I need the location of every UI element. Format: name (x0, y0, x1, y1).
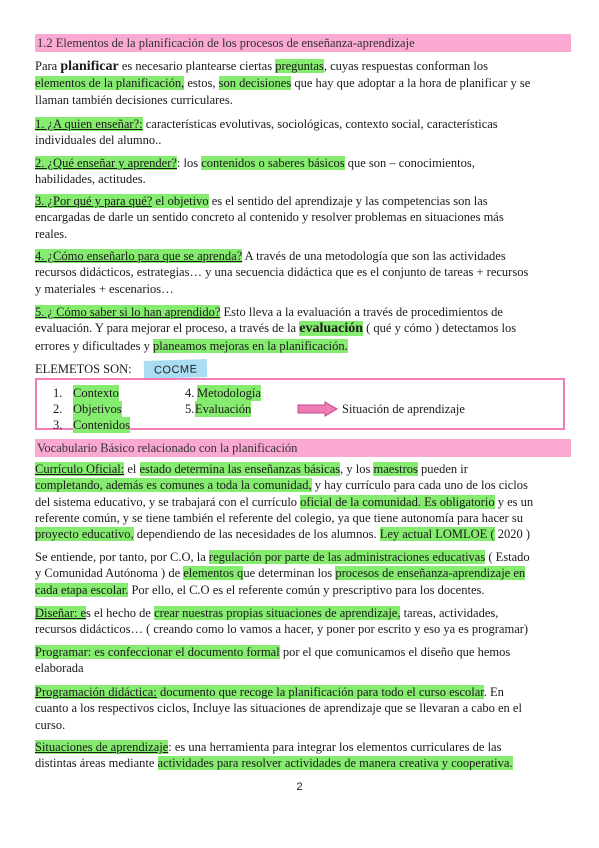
list-number: 4. (185, 386, 195, 400)
text: curso. (35, 717, 66, 732)
element-contexto: Contexto (73, 386, 119, 400)
text: Se entiende, por tanto, por C.O, la (35, 550, 209, 564)
disenar-paragraph (35, 605, 567, 638)
text: 1. ¿A quien enseñar?: (35, 117, 143, 131)
text: proyecto educativo, (35, 527, 134, 542)
text: es necesario plantearse ciertas (118, 59, 276, 73)
page-number: 2 (296, 781, 303, 793)
text: s el hecho de (86, 606, 155, 620)
text: el objetivo (152, 194, 209, 208)
text: Para (35, 59, 61, 73)
elements-box (35, 378, 565, 430)
text: oficial de la comunidad. Es obligatorio (300, 494, 495, 509)
intro-paragraph (35, 58, 567, 108)
text: pueden ir (417, 462, 468, 476)
text: encargadas de darle un sentido concreto al contenido y resolver problemas en situaciones más (35, 210, 504, 225)
text: Situaciones de aprendizaje (35, 740, 169, 754)
text: evaluación. Y para mejorar el proceso, a través de la (35, 321, 300, 336)
programacion-paragraph (35, 684, 567, 733)
text: , cuyas respuestas conforman los (323, 59, 489, 73)
text: cada etapa escolar. (35, 582, 129, 597)
text: : los (176, 156, 202, 170)
text: y materiales + escenarios… (35, 281, 174, 296)
question-3 (35, 193, 567, 242)
text: que hay que adoptar a la hora de planificar y se (291, 76, 531, 91)
question-4 (35, 248, 567, 297)
text: son decisiones (218, 76, 292, 91)
text: 2020 ) (494, 527, 531, 542)
text: procesos de enseñanza-aprendizaje en (335, 566, 526, 581)
text: elementos q (183, 566, 244, 581)
text: recursos didácticos, estrategias… y una secuencia didáctica que es el conjunto de tareas + recursos (35, 265, 529, 280)
text: tareas, actividades, (400, 606, 499, 620)
text: por el que comunicamos el diseño que hemos (279, 645, 511, 659)
element-metodologia: Metodología (197, 386, 261, 400)
text: 4. ¿Cómo enseñarlo para que se aprenda? (35, 249, 243, 263)
text: y Comunidad Autónoma ) de (35, 566, 184, 581)
text: el (124, 462, 140, 476)
text: planificar (60, 59, 119, 74)
text: : es una herramienta para integrar los elementos curriculares de las (168, 740, 502, 754)
arrow-right-icon (297, 401, 339, 417)
text: recursos didácticos… ( creando como lo vamos a hacer, y poner por escrito y eso ya es programar) (35, 622, 529, 637)
text: A través de una metodología que son las actividades (242, 249, 506, 263)
list-number: 3. (53, 418, 63, 432)
text: Diseñar: e (35, 606, 87, 620)
text: Programación didáctica: (35, 685, 157, 699)
section-header: Vocabulario Básico relacionado con la planificación (35, 439, 571, 457)
text: elaborada (35, 661, 84, 676)
text: llaman también decisiones curriculares. (35, 92, 233, 107)
text: es el sentido del aprendizaje y las competencias son las (208, 194, 488, 208)
text: del sistema educativo, y se trabajará con el currículo (35, 494, 301, 509)
text: elementos de la planificación, (35, 76, 185, 91)
text: , y los (340, 462, 374, 476)
text: y es un (494, 494, 534, 509)
text: habilidades, actitudes. (35, 172, 146, 187)
text: 2. ¿Qué enseñar y aprender? (35, 156, 177, 170)
text: individuales del alumno.. (35, 133, 162, 148)
text: ue determinan los (243, 566, 336, 581)
element-contenidos: Contenidos (73, 418, 130, 432)
text: dependiendo de las necesidades de los alumnos. (133, 527, 380, 542)
text: características evolutivas, sociológicas, contexto social, características (142, 117, 498, 131)
text: Ley actual LOMLOE ( (379, 527, 495, 542)
question-2 (35, 155, 567, 188)
text: Programar: es confeccionar el documento formal (35, 645, 280, 659)
text: Por ello, el C.O es el referente común y prescriptivo para los docentes. (128, 582, 485, 597)
text: 5. ¿ Cómo saber si lo han aprendido? (35, 305, 221, 319)
text: contenidos o saberes básicos (201, 156, 345, 170)
text: ( Estado (485, 550, 530, 564)
text: ( qué y cómo ) detectamos los (363, 321, 517, 336)
section-header: 1.2 Elementos de la planificación de los procesos de enseñanza-aprendizaje (35, 34, 571, 52)
text: cuanto a los respectivos ciclos, Incluye las situaciones de aprendizaje que se llevaran a cabo en el (35, 701, 522, 716)
cocme-sticker: COCME (143, 359, 207, 379)
text: regulación por parte de las administraciones educativas (208, 550, 486, 564)
text: referente común, y se tiene también el referente del colegio, ya que tiene autonomía para hacer su (35, 510, 523, 525)
text: reales. (35, 226, 68, 241)
elements-label-row (35, 360, 567, 378)
text: maestros (373, 462, 418, 476)
text: 3. ¿Por qué y para qué? (35, 194, 153, 208)
list-number: 2. (53, 402, 63, 416)
text: que son – conocimientos, (344, 156, 475, 170)
text: Esto lleva a la evaluación a través de procedimientos de (220, 305, 503, 319)
text: Currículo Oficial: (35, 462, 125, 476)
situacion-aprendizaje-label: Situación de aprendizaje (342, 402, 465, 416)
text: errores y dificultades y (35, 338, 154, 353)
question-1 (35, 116, 567, 149)
programar-paragraph (35, 644, 567, 677)
text: estado determina las enseñanzas básicas (139, 462, 341, 476)
text: evaluación (299, 321, 364, 337)
curriculo-paragraph (35, 461, 567, 542)
text: . En (483, 685, 504, 699)
text: planeamos mejoras en la planificación. (153, 338, 348, 353)
text: y hay currículo para cada uno de los ciclos (311, 478, 528, 493)
situaciones-paragraph (35, 739, 567, 772)
text: distintas áreas mediante (35, 756, 158, 771)
co-paragraph (35, 549, 567, 598)
text: estos, (184, 76, 219, 91)
text: documento que recoge la planificación para todo el curso escolar (156, 685, 484, 699)
element-evaluacion: Evaluación (195, 402, 252, 416)
text: actividades para resolver actividades de manera creativa y cooperativa. (157, 756, 513, 771)
list-number: 5. (185, 402, 195, 416)
text: preguntas (275, 59, 324, 73)
element-objetivos: Objetivos (73, 402, 122, 416)
text: crear nuestras propias situaciones de aprendizaje, (154, 606, 401, 620)
elements-label: ELEMETOS SON: (35, 362, 132, 376)
list-number: 1. (53, 386, 63, 400)
text: completando, además es comunes a toda la comunidad, (35, 478, 312, 493)
question-5 (35, 304, 567, 354)
